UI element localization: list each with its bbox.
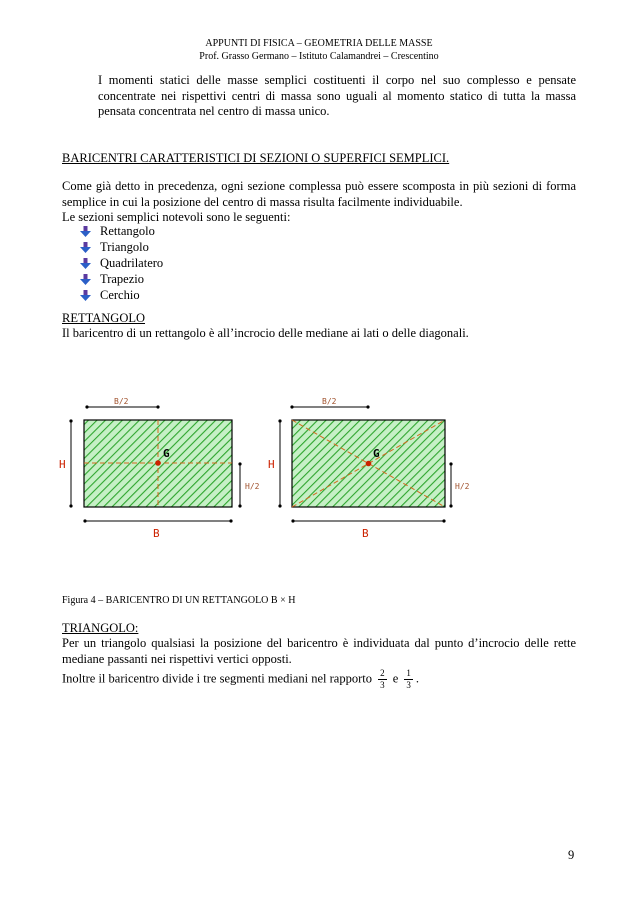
half-height-label: H/2 <box>245 482 260 491</box>
height-label: H <box>268 458 275 471</box>
fraction-one-third: $\frac{1}{3}$ <box>406 668 411 690</box>
triangolo-ratio-line: Inoltre il baricentro divide i tre segmenti mediani nel rapporto $\frac{2}{3}$ e $\frac{1}{3}$ . <box>62 668 420 690</box>
section-text: Come già detto in precedenza, ogni sezione complessa può essere scomposta in più sezioni di forma semplice in cui la posizione del centro di massa risulta facilmente individuabile. <box>62 179 576 209</box>
intro-paragraph: I momenti statici delle masse semplici costituenti il corpo nel suo complesso e pensate concentrate nei rispettivi centri di massa sono uguali al momento statico di tutta la massa pensata concentrata nel centro di massa unico. <box>98 73 576 118</box>
list-item: Trapezio <box>62 271 362 287</box>
rettangolo-text: Il baricentro di un rettangolo è all’incrocio delle mediane ai lati o delle diagonali. <box>62 326 469 340</box>
list-item: Triangolo <box>62 239 362 255</box>
width-label: B <box>153 527 160 540</box>
triangolo-text: Per un triangolo qualsiasi la posizione del baricentro è individuata dal punto d’incrocio delle rette mediane passanti nei rispettivi vertici opposti. <box>62 636 576 666</box>
half-height-label: H/2 <box>455 482 470 491</box>
half-width-label: B/2 <box>322 397 337 406</box>
centroid-point <box>155 460 161 466</box>
rettangolo-heading: RETTANGOLO <box>62 311 146 325</box>
page-number: 9 <box>568 848 575 862</box>
list-intro: Le sezioni semplici notevoli sono le seguenti: <box>62 210 291 224</box>
fraction-two-thirds: $\frac{2}{3}$ <box>380 668 385 690</box>
centroid-point <box>366 461 372 467</box>
triangolo-heading: TRIANGOLO: <box>62 621 139 635</box>
arrow-down-bullet-icon <box>80 258 91 269</box>
section-heading: BARICENTRI CARATTERISTICI DI SEZIONI O SUPERFICI SEMPLICI. <box>62 151 450 165</box>
page-header-title: APPUNTI DI FISICA – GEOMETRIA DELLE MASSE <box>205 38 433 49</box>
arrow-down-bullet-icon <box>80 274 91 285</box>
arrow-down-bullet-icon <box>80 290 91 301</box>
shape-list <box>62 223 362 303</box>
figure-caption: Figura 4 – BARICENTRO DI UN RETTANGOLO B × H <box>62 595 296 606</box>
centroid-label: G <box>163 447 170 460</box>
list-item: Quadrilatero <box>62 255 362 271</box>
centroid-label: G <box>373 447 380 460</box>
rectangle-left <box>59 397 260 540</box>
rectangle-right <box>268 397 470 540</box>
page-header-subtitle: Prof. Grasso Germano – Istituto Calamandrei – Crescentino <box>199 51 439 62</box>
width-label: B <box>362 527 369 540</box>
arrow-down-bullet-icon <box>80 226 91 237</box>
list-item: Rettangolo <box>62 223 362 239</box>
list-item: Cerchio <box>62 287 362 303</box>
rectangle-centroid-figure <box>50 390 490 545</box>
half-width-label: B/2 <box>114 397 129 406</box>
arrow-down-bullet-icon <box>80 242 91 253</box>
height-label: H <box>59 458 66 471</box>
